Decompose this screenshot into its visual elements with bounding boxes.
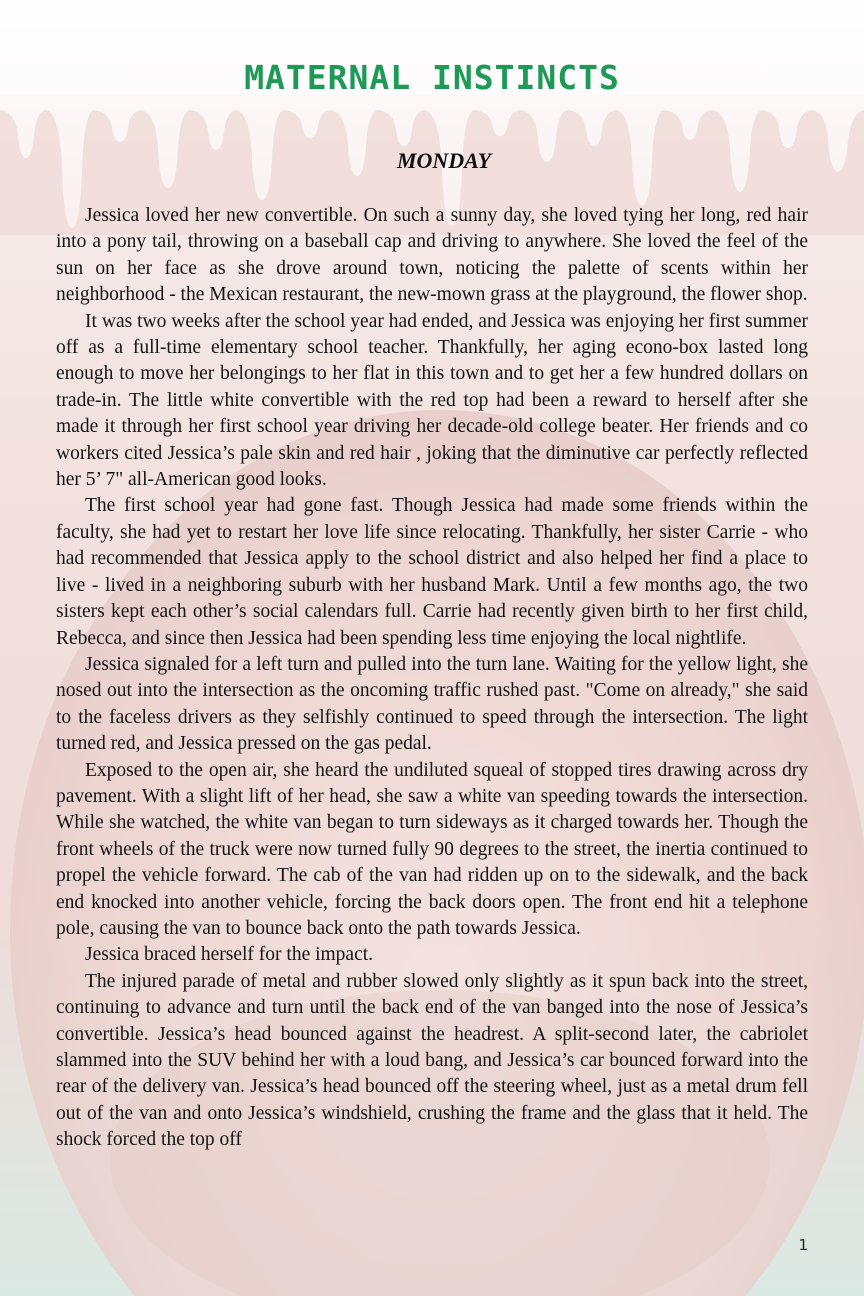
paragraph: Jessica braced herself for the impact. <box>85 944 374 966</box>
body-text <box>56 203 808 1154</box>
paragraph: It was two weeks after the school year had ended, and Jessica was enjoying her first summer off as a full-time elementary school teacher. Thankfully, her aging econo-box lasted long enough to move her belongings to her flat in this town and to get her a few hundred dollars on trade-in. The little white convertible with the red top had been a reward to herself after she made it through her first school year driving her decade-old college beater. Her friends and co workers cited Jessica’s pale skin and red hair , joking that the diminutive car perfectly reflected her 5’ 7" all-American good looks. <box>56 310 808 491</box>
chapter-title: MATERNAL INSTINCTS <box>244 58 620 97</box>
section-heading: MONDAY <box>396 148 492 173</box>
paragraph: The first school year had gone fast. Though Jessica had made some friends within the faculty, she had yet to restart her love life since relocating. Thankfully, her sister Carrie - who had recommended that Jessica apply to the school district and also helped her find a place to live - lived in a neighboring suburb with her husband Mark. Until a few months ago, the two sisters kept each other’s social calendars full. Carrie had recently given birth to her first child, Rebecca, and since then Jessica had been spending less time enjoying the local nightlife. <box>56 495 808 649</box>
page-number: 1 <box>798 1236 808 1254</box>
paragraph: Exposed to the open air, she heard the undiluted squeal of stopped tires drawing across dry pavement. With a slight lift of her head, she saw a white van speeding towards the intersection. While she watched, the white van began to turn sideways as it charged towards her. Though the front wheels of the truck were now turned fully 90 degrees to the street, the inertia continued to propel the vehicle forward. The cab of the van had ridden up on to the sidewalk, and the back end knocked into another vehicle, forcing the back doors open. The front end hit a telephone pole, causing the van to bounce back onto the path towards Jessica. <box>56 759 808 939</box>
paragraph: Jessica signaled for a left turn and pulled into the turn lane. Waiting for the yellow light, she nosed out into the intersection as the oncoming traffic rushed past. "Come on already," she said to the faceless drivers as they selfishly continued to speed through the intersection. The light turned red, and Jessica pressed on the gas pedal. <box>56 653 808 755</box>
paragraph: The injured parade of metal and rubber slowed only slightly as it spun back into the street, continuing to advance and turn until the back end of the van banged into the nose of Jessica’s convertible. Jessica’s head bounced against the headrest. A split-second later, the cabriolet slammed into the SUV behind her with a loud bang, and Jessica’s car bounced forward into the rear of the delivery van. Jessica’s head bounced off the steering wheel, just as a metal drum fell out of the van and onto Jessica’s windshield, crushing the frame and the glass that it held. The shock forced the top off <box>56 970 808 1151</box>
paragraph: Jessica loved her new convertible. On such a sunny day, she loved tying her long, red hair into a pony tail, throwing on a baseball cap and driving to anywhere. She loved the feel of the sun on her face as she drove around town, noticing the palette of scents within her neighborhood - the Mexican restaurant, the new-mown grass at the playground, the flower shop. <box>56 205 808 306</box>
